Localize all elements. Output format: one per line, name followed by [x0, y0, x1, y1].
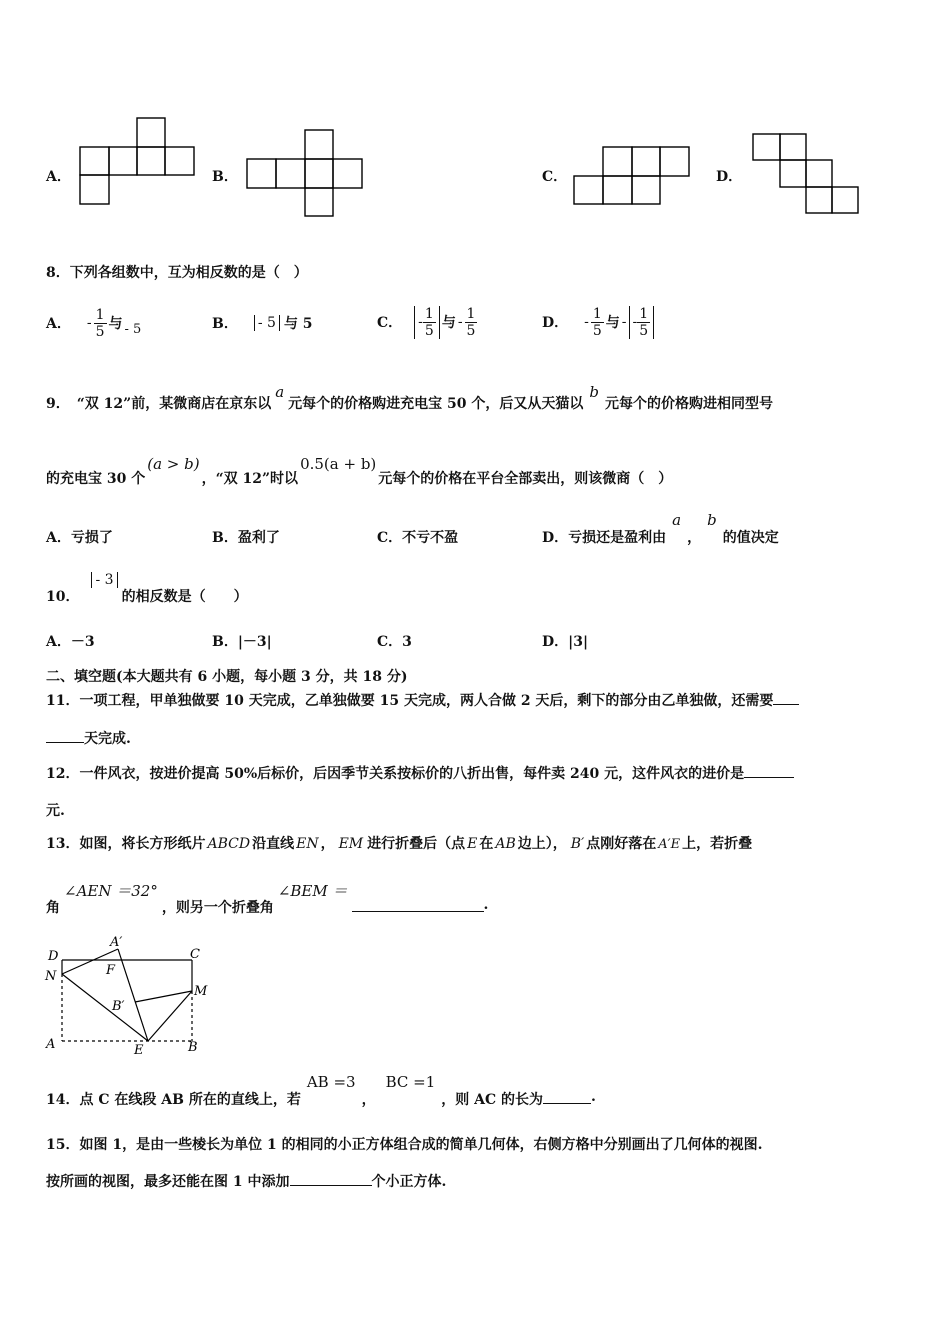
q15-line2a: 按所画的视图，最多还能在图 1 中添加 [46, 1174, 290, 1190]
q11-line2 [46, 728, 131, 748]
fig-line-ne [62, 974, 148, 1041]
q10-stem: 的相反数是（ ） [121, 589, 248, 605]
q8-c-label: C． [377, 315, 403, 331]
q9-line1 [46, 383, 773, 413]
q8-c-sign: - [457, 314, 463, 330]
q13-figure [40, 936, 220, 1061]
q14-p2: ，则 AC 的长为 [441, 1092, 544, 1108]
q14-line [46, 1073, 596, 1109]
q9-part4: 的充电宝 30 个 [46, 471, 146, 487]
q10-abs: - 3 [91, 572, 117, 588]
q13-p10: ，则另一个折叠角 [161, 900, 274, 916]
q12-line1 [46, 763, 794, 783]
q9-part2: 元每个的价格购进充电宝 50 个，后又从天猫以 [288, 396, 584, 412]
q9-option-a: A．亏损了 [46, 530, 113, 546]
q13-p3: ， [320, 836, 335, 852]
q8-a-sign: - [86, 315, 92, 331]
q8-d-sign: - [584, 314, 589, 330]
fig-label-aprime: A′ [110, 935, 123, 950]
q12-line2: 元. [46, 803, 65, 819]
q9-line2 [46, 455, 672, 488]
q13-p4: 进行折叠后（点 [367, 836, 466, 852]
q9-part1: 9． “双 12”前，某微商店在京东以 [46, 396, 272, 412]
q8-stem: 8．下列各组数中，互为相反数的是（ ） [46, 265, 308, 281]
q14-blank [543, 1089, 591, 1104]
q9-option-d [542, 511, 779, 547]
q11-blank-part2 [46, 728, 84, 743]
q9-part6: 元每个的价格在平台全部卖出，则该微商（ ） [378, 471, 673, 487]
q13-p11: . [483, 897, 489, 913]
q9-part3: 元每个的价格购进相同型号 [605, 396, 773, 412]
q8-option-c [377, 297, 477, 347]
q13-p7: 点刚好落在 [586, 836, 657, 852]
q14-p3: . [591, 1089, 596, 1105]
q8-c-mid: 与 [441, 315, 456, 331]
q13-p9: 角 [46, 900, 60, 916]
fig-label-n: N [45, 969, 57, 984]
q8-b-mid: 与 5 [283, 316, 313, 332]
q8-a-label: A． [46, 316, 71, 332]
q8-b-abs: - 5 [254, 315, 280, 331]
fig-label-f: F [106, 963, 116, 978]
q8-c-fraction: $\frac{1}{5}$ [466, 305, 476, 339]
q7-option-b-label: B． [212, 169, 238, 185]
fig-line-aprime-e [118, 949, 148, 1041]
q13-en: EN [296, 836, 319, 852]
q11-line1 [46, 690, 799, 710]
q9-option-b: B．盈利了 [212, 530, 280, 546]
fig-label-b: B [188, 1040, 198, 1055]
fig-label-c: C [190, 947, 200, 962]
q13-p5: 在 [479, 836, 494, 852]
q9-d-comma: ， [687, 530, 702, 546]
q7-option-a-label: A． [46, 169, 71, 185]
q10-option-a: A．－3 [46, 634, 95, 650]
q10-option-c: C．3 [377, 634, 412, 650]
q9-part5: ，“双 12”时以 [201, 471, 299, 487]
q15-line2b: 个小正方体. [371, 1174, 447, 1190]
q13-p8: 上，若折叠 [682, 836, 753, 852]
q13-abcd: ABCD [207, 836, 251, 852]
q13-ab: AB [495, 836, 516, 852]
q12-text: 12．一件风衣，按进价提高 50%后标价，后因季节关系按标价的八折出售，每件卖 240 元，这件风衣的进价是 [46, 766, 745, 782]
q9-option-c: C．不亏不盈 [377, 530, 459, 546]
q13-line2 [46, 880, 488, 917]
q13-p1: 13．如图，将长方形纸片 [46, 836, 206, 852]
q9-d-post: 的值决定 [722, 530, 779, 546]
q9-d-b: b [707, 511, 717, 529]
q8-c-abs: - $\frac{1}{5}$ [414, 306, 440, 339]
q8-a-mid: 与 [108, 316, 123, 332]
fig-label-bprime: B′ [112, 999, 125, 1014]
q7-option-d-net [753, 134, 863, 216]
q7-option-d-label: D． [716, 169, 743, 185]
q13-p2: 沿直线 [252, 836, 295, 852]
q9-var-b: b [589, 383, 599, 401]
q8-option-d [542, 297, 654, 347]
q14-p1: 14．点 C 在线段 AB 所在的直线上，若 [46, 1092, 301, 1108]
fig-label-e: E [134, 1043, 144, 1058]
q8-a-tail: - 5 [124, 321, 142, 337]
q8-option-b [212, 300, 313, 346]
q11-tail: 天完成. [84, 731, 131, 747]
q8-d-label: D． [542, 315, 569, 331]
q14-ab: AB =3 [306, 1073, 356, 1091]
q15-line2 [46, 1171, 446, 1191]
q11-blank-part1 [773, 690, 799, 705]
q13-e: E [467, 836, 478, 852]
q10-option-d: D．|3| [542, 634, 589, 650]
q12-blank [744, 763, 794, 778]
q8-d-mid: 与 [605, 315, 620, 331]
section-2-heading: 二、填空题(本大题共有 6 小题，每小题 3 分，共 18 分) [46, 669, 408, 685]
fig-label-a: A [46, 1037, 56, 1052]
q7-option-a-net [80, 118, 200, 208]
q14-bc: BC =1 [385, 1073, 436, 1091]
q13-angle-aen: ∠AEN ＝32° [64, 882, 158, 900]
q13-aprime-e: A′E [658, 837, 681, 852]
q8-d-abs: - $\frac{1}{5}$ [629, 306, 655, 339]
q10-option-b: B．|－3| [212, 634, 272, 650]
q8-d-fraction: $\frac{1}{5}$ [592, 305, 602, 339]
q15-line1: 15．如图 1，是由一些棱长为单位 1 的相同的小正方体组合成的简单几何体，右侧方格中分别画出了几何体的视图. [46, 1137, 763, 1153]
q10-stem-line [46, 572, 248, 606]
q9-d-a: a [672, 511, 682, 529]
q9-d-pre: D．亏损还是盈利由 [542, 530, 667, 546]
q8-d-sign2: - [621, 314, 627, 330]
fig-label-d: D [48, 949, 59, 964]
q7-option-c-net [574, 147, 694, 207]
q13-angle-bem: ∠BEM ＝ [277, 882, 348, 900]
q13-bprime: B′ [570, 836, 585, 852]
q9-condition: (a > b) [147, 455, 200, 473]
q13-em: EM [338, 836, 364, 852]
q7-option-c-label: C． [542, 169, 568, 185]
q8-b-label: B． [212, 316, 238, 332]
q10-number: 10． [46, 589, 80, 605]
q13-blank [352, 897, 484, 912]
q8-option-a [46, 300, 141, 346]
q9-var-a: a [275, 383, 285, 401]
q11-text: 11．一项工程，甲单独做要 10 天完成，乙单独做要 15 天完成，两人合做 2 天后，剩下的部分由乙单独做，还需要 [46, 693, 774, 709]
q14-comma: ， [361, 1092, 376, 1108]
q9-price: 0.5(a + b) [300, 455, 377, 473]
q15-blank [290, 1171, 372, 1186]
q13-p6: 边上）， [517, 836, 567, 852]
q13-line1 [46, 833, 752, 853]
fig-label-m: M [194, 984, 208, 999]
q8-a-fraction: $\frac{1}{5}$ [95, 306, 105, 340]
q7-option-b-net [247, 130, 367, 220]
